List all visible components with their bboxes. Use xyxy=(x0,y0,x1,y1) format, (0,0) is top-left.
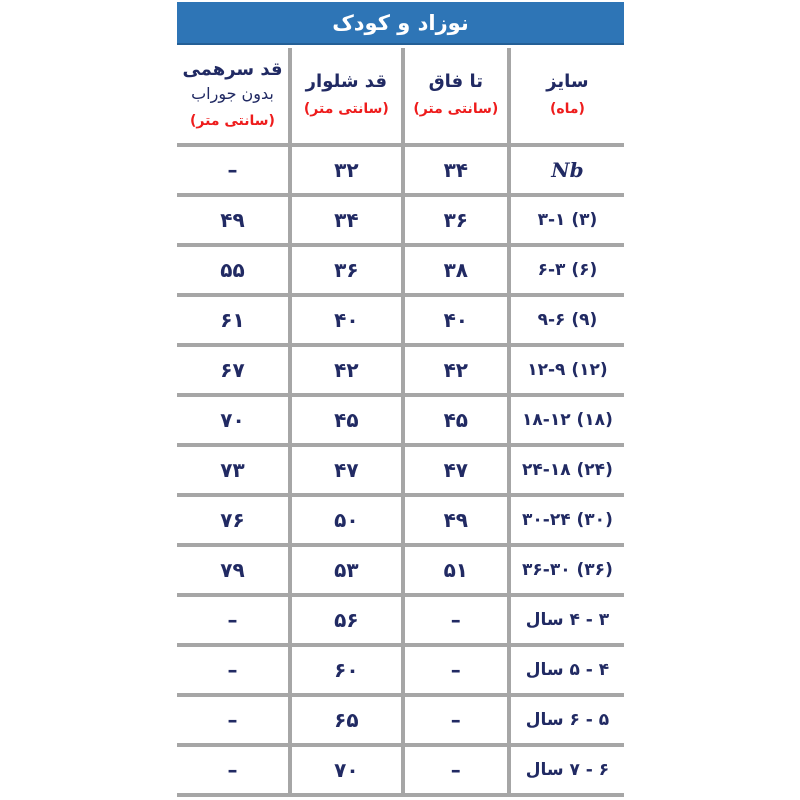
header-pants-length-unit: (سانتی متر) xyxy=(303,101,389,118)
overall-length-cell: ۷۳ xyxy=(177,445,290,495)
header-overall-length-unit: (سانتی متر) xyxy=(190,113,275,130)
header-pants-length-title: قد شلوار xyxy=(305,71,387,93)
crotch-cell: – xyxy=(403,595,509,645)
overall-length-cell: – xyxy=(177,695,290,745)
overall-length-cell: ۶۷ xyxy=(177,345,290,395)
header-size-unit: (ماه) xyxy=(549,101,585,118)
crotch-cell: ۴۵ xyxy=(403,395,509,445)
table-row xyxy=(177,645,624,695)
pants-length-cell: ۴۰ xyxy=(290,295,403,345)
pants-length-cell: ۶۰ xyxy=(290,645,403,695)
pants-length-cell: ۴۷ xyxy=(290,445,403,495)
size-cell: (۳) ۳-۱ xyxy=(509,195,624,245)
table-row xyxy=(177,595,624,645)
size-cell: (۱۸) ۱۸-۱۲ xyxy=(509,395,624,445)
size-cell: ۴ - ۵ سال xyxy=(509,645,624,695)
size-table xyxy=(177,48,624,797)
size-cell: (۱۲) ۱۲-۹ xyxy=(509,345,624,395)
size-cell: (۳۶) ۳۶-۳۰ xyxy=(509,545,624,595)
overall-length-cell: – xyxy=(177,595,290,645)
crotch-cell: ۴۷ xyxy=(403,445,509,495)
table-row xyxy=(177,495,624,545)
pants-length-cell: ۵۶ xyxy=(290,595,403,645)
size-cell: ۶ - ۷ سال xyxy=(509,745,624,795)
header-overall-length xyxy=(177,48,290,145)
pants-length-cell: ۳۲ xyxy=(290,145,403,195)
pants-length-cell: ۳۶ xyxy=(290,245,403,295)
pants-length-cell: ۷۰ xyxy=(290,745,403,795)
crotch-cell: ۳۸ xyxy=(403,245,509,295)
overall-length-cell: ۵۵ xyxy=(177,245,290,295)
table-row xyxy=(177,545,624,595)
header-crotch-title: تا فاق xyxy=(428,71,483,93)
crotch-cell: ۴۲ xyxy=(403,345,509,395)
chart-title-bar xyxy=(177,2,624,45)
table-row xyxy=(177,245,624,295)
pants-length-cell: ۵۳ xyxy=(290,545,403,595)
crotch-cell: – xyxy=(403,695,509,745)
crotch-cell: ۵۱ xyxy=(403,545,509,595)
header-size xyxy=(509,48,624,145)
header-pants-length xyxy=(290,48,403,145)
header-row xyxy=(177,48,624,145)
chart-title: نوزاد و کودک xyxy=(332,10,469,35)
pants-length-cell: ۶۵ xyxy=(290,695,403,745)
overall-length-cell: – xyxy=(177,145,290,195)
pants-length-cell: ۴۵ xyxy=(290,395,403,445)
overall-length-cell: – xyxy=(177,645,290,695)
header-size-title: سایز xyxy=(546,71,589,93)
size-cell: (۲۴) ۲۴-۱۸ xyxy=(509,445,624,495)
crotch-cell: ۴۹ xyxy=(403,495,509,545)
header-overall-length-title: قد سرهمی xyxy=(182,59,283,81)
size-cell: ۵ - ۶ سال xyxy=(509,695,624,745)
table-header xyxy=(177,48,624,145)
header-overall-length-subtitle: بدون جوراب xyxy=(191,84,274,104)
size-cell: (۹) ۹-۶ xyxy=(509,295,624,345)
crotch-cell: ۳۴ xyxy=(403,145,509,195)
table-row xyxy=(177,745,624,795)
overall-length-cell: ۶۱ xyxy=(177,295,290,345)
crotch-cell: – xyxy=(403,745,509,795)
header-crotch-unit: (سانتی متر) xyxy=(413,101,499,118)
overall-length-cell: ۴۹ xyxy=(177,195,290,245)
crotch-cell: ۳۶ xyxy=(403,195,509,245)
overall-length-cell: ۷۹ xyxy=(177,545,290,595)
table-row xyxy=(177,145,624,195)
size-cell: Nb xyxy=(509,145,624,195)
table-row xyxy=(177,345,624,395)
overall-length-cell: ۷۶ xyxy=(177,495,290,545)
size-cell: (۳۰) ۳۰-۲۴ xyxy=(509,495,624,545)
header-crotch xyxy=(403,48,509,145)
size-cell: (۶) ۶-۳ xyxy=(509,245,624,295)
overall-length-cell: – xyxy=(177,745,290,795)
table-row xyxy=(177,445,624,495)
table-row xyxy=(177,695,624,745)
size-cell: ۳ - ۴ سال xyxy=(509,595,624,645)
size-chart-sheet xyxy=(177,0,624,800)
table-row xyxy=(177,195,624,245)
table-row xyxy=(177,395,624,445)
pants-length-cell: ۴۲ xyxy=(290,345,403,395)
table-body xyxy=(177,145,624,795)
pants-length-cell: ۳۴ xyxy=(290,195,403,245)
crotch-cell: – xyxy=(403,645,509,695)
overall-length-cell: ۷۰ xyxy=(177,395,290,445)
table-row xyxy=(177,295,624,345)
pants-length-cell: ۵۰ xyxy=(290,495,403,545)
crotch-cell: ۴۰ xyxy=(403,295,509,345)
